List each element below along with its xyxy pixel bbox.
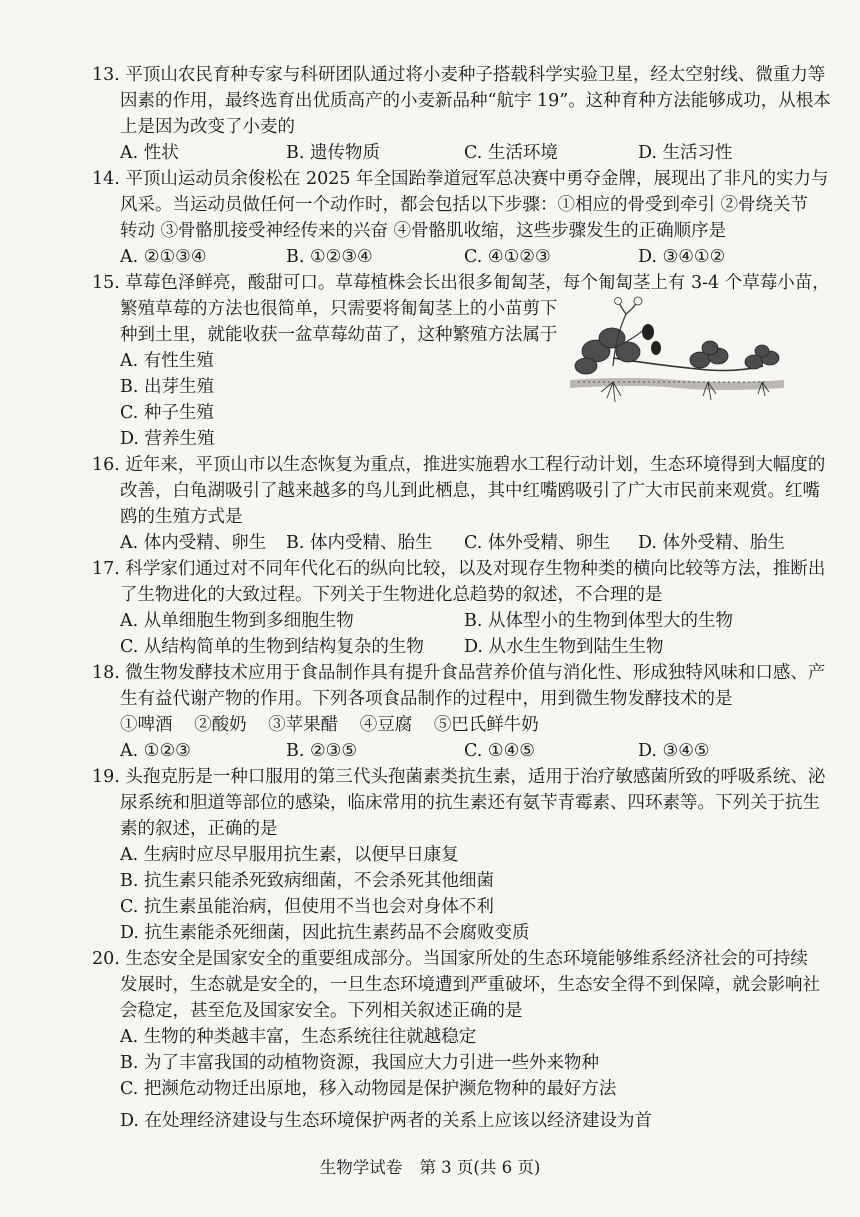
food-item: ④豆腐: [359, 715, 413, 735]
question-text: 13. 平顶山农民育种专家与科研团队通过将小麦种子搭载科学实验卫星，经太空射线、微重力等: [92, 65, 826, 85]
option-a: A. 从单细胞生物到多细胞生物: [120, 611, 354, 631]
option-c: C. 种子生殖: [120, 403, 214, 423]
question-text: 鸥的生殖方式是: [120, 507, 243, 527]
question-text: 风采。当运动员做任何一个动作时，都会包括以下步骤：①相应的骨受到牵引 ②骨绕关节: [120, 195, 809, 215]
strawberry-plant-illustration: [568, 296, 786, 416]
option-a: A. 体内受精、卵生: [120, 533, 267, 553]
option-d: D. ③④⑤: [638, 741, 710, 761]
options-row: [96, 140, 786, 166]
question-text: 18. 微生物发酵技术应用于食品制作具有提升食品营养价值与消化性、形成独特风味和口感、产: [92, 663, 826, 683]
question-text: 20. 生态安全是国家安全的重要组成部分。当国家所处的生态环境能够维系经济社会的可持续: [92, 949, 808, 969]
question-text: 上是因为改变了小麦的: [120, 117, 295, 137]
footer-page-number: 第 3 页(共 6 页): [419, 1158, 541, 1177]
question-14: [92, 166, 829, 270]
option-c: C. ①④⑤: [464, 741, 535, 761]
question-text: 素的叙述，正确的是: [120, 819, 278, 839]
question-text: 17. 科学家们通过对不同年代化石的纵向比较，以及对现存生物种类的横向比较等方法，推断出: [92, 559, 826, 579]
option-b: B. 体内受精、胎生: [286, 533, 433, 553]
option-d: D. 在处理经济建设与生态环境保护两者的关系上应该以经济建设为首: [120, 1111, 653, 1131]
question-16: [92, 452, 826, 556]
question-text: 尿系统和胆道等部位的感染，临床常用的抗生素还有氨苄青霉素、四环素等。下列关于抗生: [120, 793, 820, 813]
option-b: B. ①②③④: [286, 247, 373, 267]
question-text: 19. 头孢克肟是一种口服用的第三代头孢菌素类抗生素，适用于治疗敏感菌所致的呼吸系统、泌: [92, 767, 826, 787]
footer-subject: 生物学试卷: [319, 1158, 403, 1177]
question-text: 改善，白龟湖吸引了越来越多的鸟儿到此栖息，其中红嘴鸥吸引了广大市民前来观赏。红嘴: [120, 481, 820, 501]
option-b: B. ②③⑤: [286, 741, 358, 761]
option-d: D. 抗生素能杀死细菌，因此抗生素药品不会腐败变质: [120, 923, 530, 943]
food-item: ②酸奶: [194, 715, 247, 735]
question-text: 生有益代谢产物的作用。下列各项食品制作的过程中，用到微生物发酵技术的是: [120, 689, 733, 709]
option-d: D. ③④①②: [638, 247, 726, 267]
options-row: [96, 608, 786, 634]
question-text: 因素的作用，最终选育出优质高产的小麦新品种“航宇 19”。这种育种方法能够成功，从根本: [120, 91, 831, 111]
food-item: ③苹果醋: [268, 715, 339, 735]
option-a: A. 生物的种类越丰富，生态系统往往就越稳定: [120, 1027, 477, 1047]
options-row: [96, 634, 786, 660]
option-a: A. 性状: [120, 143, 179, 163]
option-b: B. 为了丰富我国的动植物资源，我国应大力引进一些外来物种: [120, 1053, 599, 1073]
option-a: A. ②①③④: [120, 247, 207, 267]
question-17: [92, 556, 826, 660]
option-d: D. 从水生生物到陆生生物: [464, 637, 664, 657]
question-text: 种到土里，就能收获一盆草莓幼苗了，这种繁殖方法属于: [120, 325, 558, 345]
food-item-list: [120, 712, 786, 738]
question-text: 转动 ③骨骼肌接受神经传来的兴奋 ④骨骼肌收缩，这些步骤发生的正确顺序是: [120, 221, 727, 241]
option-d: D. 体外受精、胎生: [638, 533, 786, 553]
option-c: C. 从结构简单的生物到结构复杂的生物: [120, 637, 424, 657]
question-text: 14. 平顶山运动员余俊松在 2025 年全国跆拳道冠军总决赛中勇夺金牌，展现出了非凡的实力与: [92, 169, 829, 189]
question-text: 了生物进化的大致过程。下列关于生物进化总趋势的叙述，不合理的是: [120, 585, 663, 605]
question-text: 16. 近年来，平顶山市以生态恢复为重点，推进实施碧水工程行动计划，生态环境得到大幅度的: [92, 455, 826, 475]
option-c: C. ④①②③: [464, 247, 551, 267]
options-row: [96, 530, 786, 556]
question-text: 15. 草莓色泽鲜亮，酸甜可口。草莓植株会长出很多匍匐茎，每个匍匐茎上有 3-4 个草莓小苗，: [92, 273, 830, 293]
option-a: A. ①②③: [120, 741, 191, 761]
question-13: [92, 62, 831, 166]
question-19: [92, 764, 826, 946]
option-d: D. 营养生殖: [120, 429, 215, 449]
question-text: 发展时，生态就是安全的，一旦生态环境遭到严重破坏，生态安全得不到保障，就会影响社: [120, 975, 820, 995]
option-c: C. 体外受精、卵生: [464, 533, 611, 553]
option-c: C. 把濒危动物迁出原地，移入动物园是保护濒危物种的最好方法: [120, 1079, 617, 1099]
options-row: [96, 738, 786, 764]
food-item: ①啤酒: [120, 715, 173, 735]
option-b: B. 抗生素只能杀死致病细菌，不会杀死其他细菌: [120, 871, 494, 891]
option-d: D. 生活习性: [638, 143, 733, 163]
question-text: 繁殖草莓的方法也很简单，只需要将匍匐茎上的小苗剪下: [120, 299, 558, 319]
option-b: B. 出芽生殖: [120, 377, 214, 397]
question-text: 会稳定，甚至危及国家安全。下列相关叙述正确的是: [120, 1001, 523, 1021]
food-item: ⑤巴氏鲜牛奶: [433, 715, 539, 735]
option-b: B. 从体型小的生物到体型大的生物: [464, 611, 733, 631]
option-a: A. 生病时应尽早服用抗生素，以便早日康复: [120, 845, 459, 865]
options-row: [96, 244, 786, 270]
option-b: B. 遗传物质: [286, 143, 380, 163]
question-18: [92, 660, 826, 764]
option-a: A. 有性生殖: [120, 351, 214, 371]
option-c: C. 生活环境: [464, 143, 558, 163]
question-20: [92, 946, 820, 1134]
page-footer: [0, 1154, 860, 1178]
option-c: C. 抗生素虽能治病，但使用不当也会对身体不利: [120, 897, 494, 917]
